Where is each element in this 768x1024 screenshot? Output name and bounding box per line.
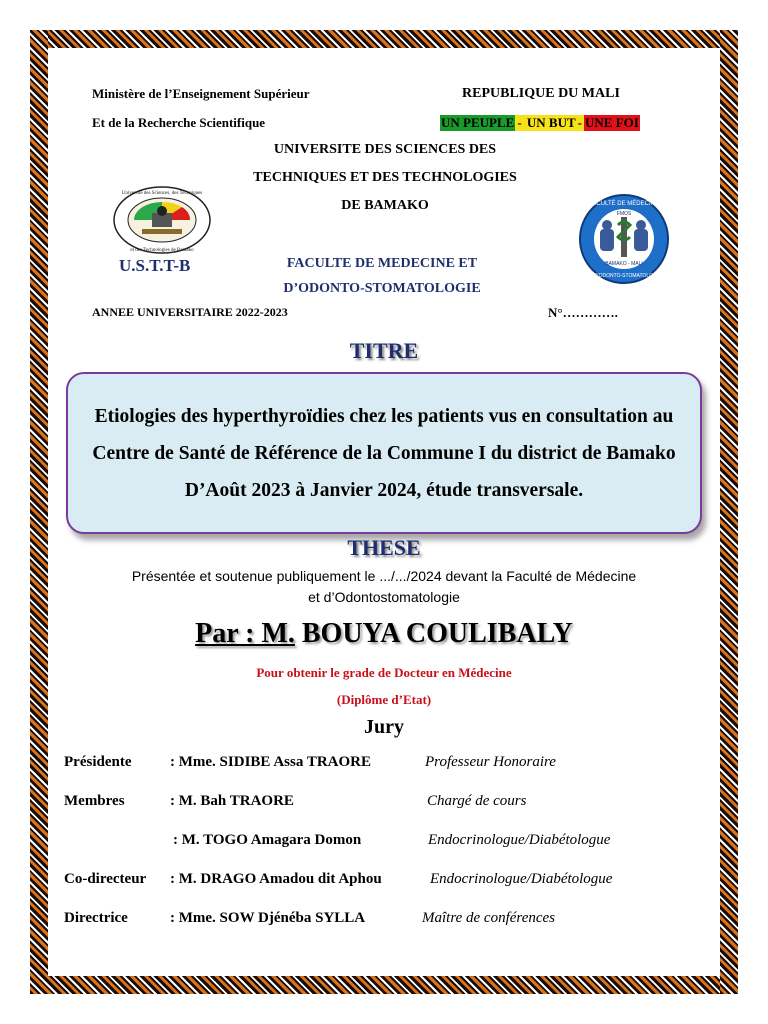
thesis-title-box [66, 372, 702, 534]
motto-sep-1: - [517, 115, 525, 130]
presentation-line-1: Présentée et soutenue publiquement le .../.../2024 devant la Faculté de Médecine [131, 568, 637, 584]
jury-name: : M. DRAGO Amadou dit Aphou [170, 871, 382, 887]
motto-part-3: UNE FOI [585, 115, 639, 130]
degree-line-2: (Diplôme d’Etat) [336, 692, 432, 707]
motto-part-1: UN PEUPLE [441, 115, 515, 130]
jury-title: Professeur Honoraire [425, 754, 556, 770]
university-acronym: U.S.T.T-B [119, 256, 191, 275]
faculty-logo-text-mid: FMOS [616, 211, 632, 217]
university-line-2: TECHNIQUES ET DES TECHNOLOGIES [253, 170, 517, 185]
ministry-line-1: Ministère de l’Enseignement Supérieur [92, 86, 310, 101]
academic-year: ANNEE UNIVERSITAIRE 2022-2023 [92, 305, 288, 319]
author-name: BOUYA COULIBALY [294, 618, 573, 649]
author-prefix: Par : M. [195, 618, 295, 649]
jury-title: Endocrinologue/Diabétologue [428, 832, 611, 848]
decorative-border-top [30, 30, 738, 48]
motto-part-2-text: UN BUT [526, 115, 576, 130]
jury-title: Chargé de cours [427, 793, 527, 809]
university-logo [112, 185, 212, 255]
jury-heading: Jury [364, 716, 404, 738]
presentation-line-2: et d’Odontostomatologie [308, 589, 460, 605]
thesis-author [0, 618, 768, 650]
jury-role: Présidente [64, 754, 132, 770]
faculty-logo-text-city: BAMAKO - MALI [605, 261, 643, 267]
jury-name: : M. Bah TRAORE [170, 793, 294, 809]
ministry-line-2: Et de la Recherche Scientifique [92, 115, 266, 130]
decorative-border-left [30, 30, 48, 994]
jury-title: Endocrinologue/Diabétologue [430, 871, 613, 887]
jury-role: Co-directeur [64, 871, 147, 887]
presentation-statement [80, 566, 688, 608]
national-motto [440, 115, 640, 131]
decorative-border-bottom [30, 976, 738, 994]
jury-title: Maître de conférences [422, 910, 556, 926]
jury-role: Directrice [64, 910, 128, 926]
jury-name: : M. TOGO Amagara Domon [173, 832, 362, 848]
faculty-logo-text-top: FACULTÉ DE MÉDECINE [589, 201, 659, 207]
jury-role: Membres [64, 793, 125, 809]
title-heading: TITRE [349, 338, 419, 363]
thesis-heading: THESE [347, 535, 421, 560]
republic-name: REPUBLIQUE DU MALI [462, 86, 620, 101]
jury-name: : Mme. SOW Djénéba SYLLA [170, 910, 366, 926]
faculty-logo [578, 193, 670, 285]
motto-sep-2: - [577, 115, 583, 130]
motto-part-2 [515, 115, 584, 131]
faculty-logo-text-bottom: ET D'ODONTO-STOMATOLOGIE [586, 273, 662, 279]
document-number: N°…………. [548, 305, 618, 320]
faculty-line-2: D’ODONTO-STOMATOLOGIE [283, 281, 481, 296]
decorative-border-right [720, 30, 738, 994]
university-line-3: DE BAMAKO [341, 198, 429, 213]
faculty-line-1: FACULTE DE MEDECINE ET [286, 256, 478, 271]
jury-name: : Mme. SIDIBE Assa TRAORE [170, 754, 371, 770]
university-logo-text-bottom: et des Technologies de Bamako [130, 248, 194, 253]
thesis-title: Etiologies des hyperthyroïdies chez les patients vus en consultation au Centre de Santé de Référence de la Commune I du district de Bamako D’Août 2023 à Janvier 2024, étude transversale. [92, 405, 676, 501]
university-logo-text-top: Université des Sciences, des Techniques [121, 191, 203, 196]
degree-line-1: Pour obtenir le grade de Docteur en Médecine [256, 665, 512, 680]
university-line-1: UNIVERSITE DES SCIENCES DES [273, 142, 497, 157]
